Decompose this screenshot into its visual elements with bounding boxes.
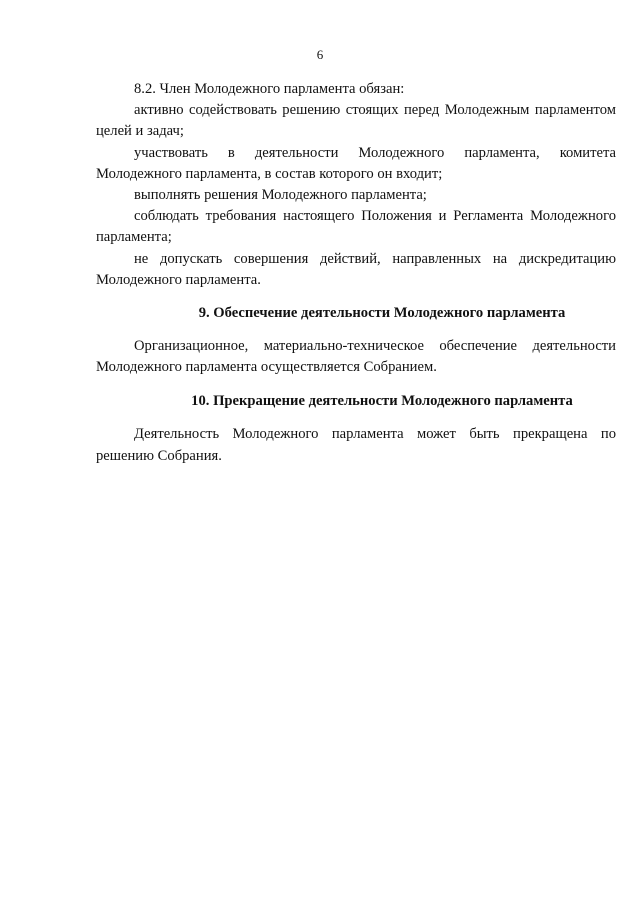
section-9-text: Организационное, материально-техническое обеспечение деятельности Молодежного парламента осуществляется Собранием.	[96, 338, 616, 376]
duty-item: выполнять решения Молодежного парламента;	[134, 187, 427, 204]
document-body	[96, 79, 616, 467]
duty-item: участвовать в деятельности Молодежного парламента, комитета Молодежного парламента, в состав которого он входит;	[96, 144, 616, 182]
section-9-heading: 9. Обеспечение деятельности Молодежного парламента	[198, 305, 566, 322]
duty-item: соблюдать требования настоящего Положения и Регламента Молодежного парламента;	[96, 208, 616, 246]
duty-item: активно содействовать решению стоящих перед Молодежным парламентом целей и задач;	[96, 102, 616, 140]
section-10-heading: 10. Прекращение деятельности Молодежного парламента	[191, 393, 573, 410]
section-10-text: Деятельность Молодежного парламента может быть прекращена по решению Собрания.	[96, 426, 616, 464]
clause-8-2-intro: 8.2. Член Молодежного парламента обязан:	[134, 81, 405, 97]
duty-item: не допускать совершения действий, направленных на дискредитацию Молодежного парламента.	[96, 250, 616, 288]
page-number: 6	[316, 47, 324, 62]
